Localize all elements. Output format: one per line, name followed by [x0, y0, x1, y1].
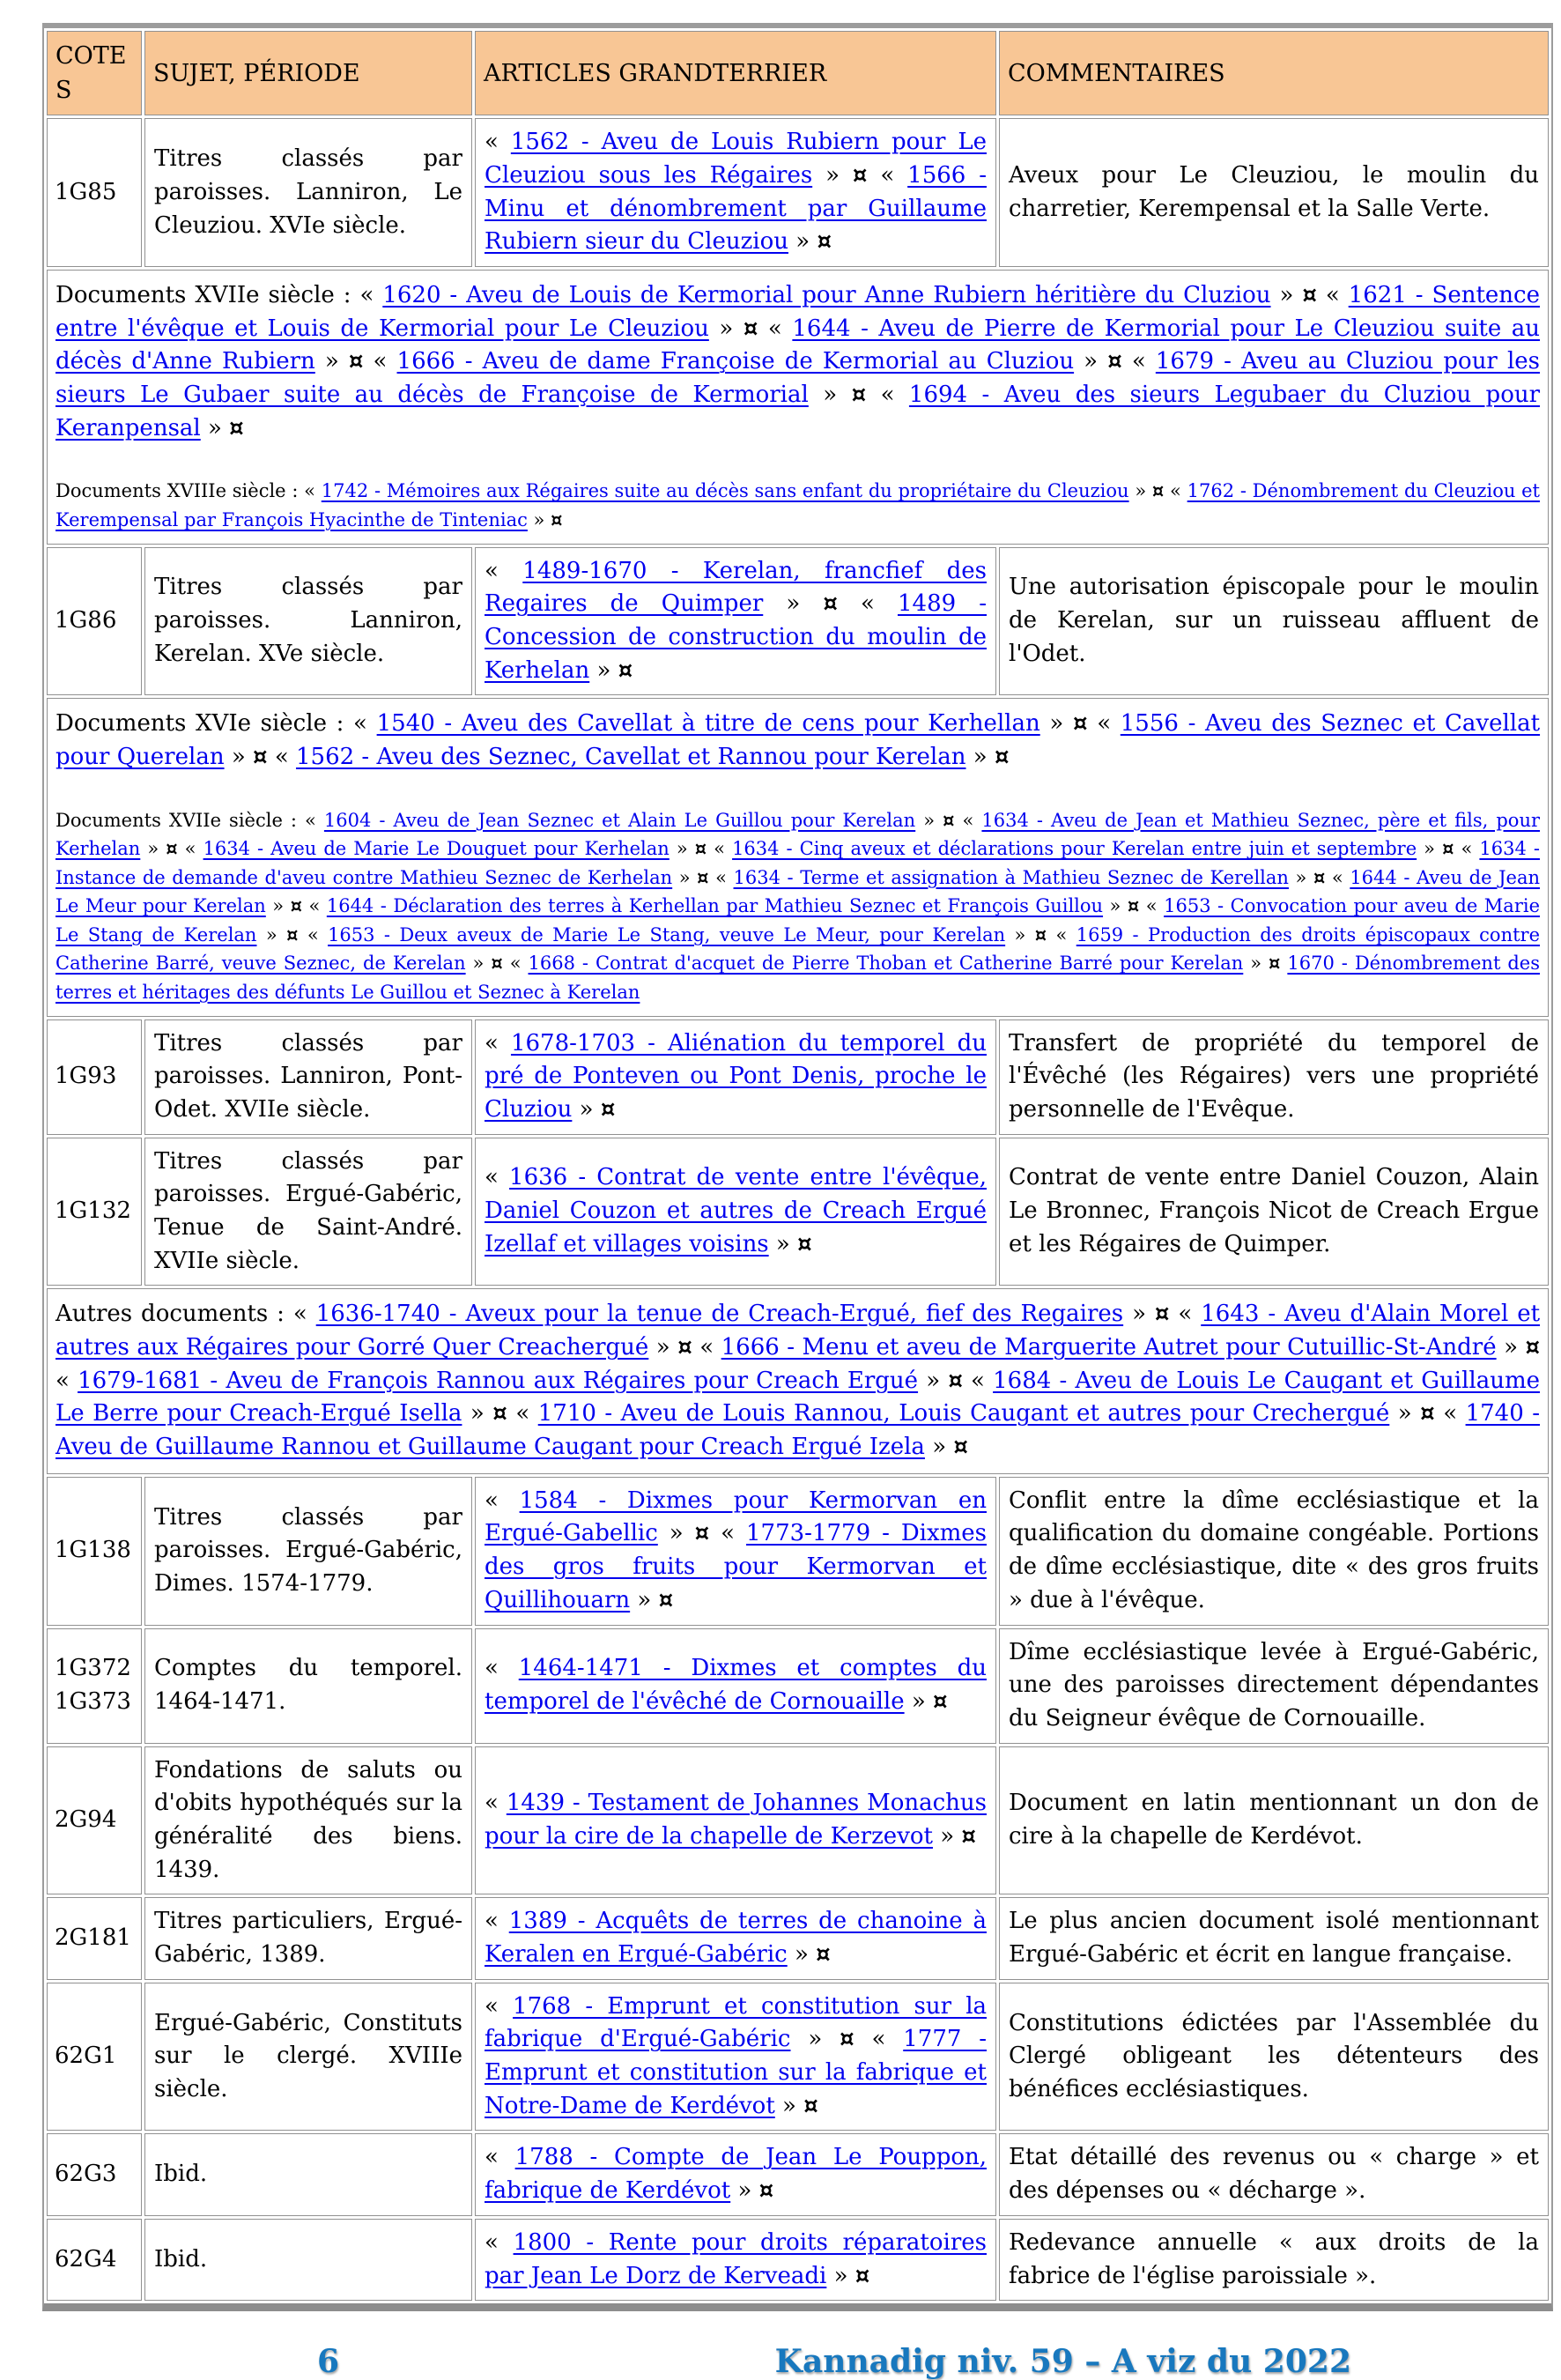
page-number: 6: [317, 2343, 340, 2380]
column-header-3: COMMENTAIRES: [999, 31, 1549, 115]
cell-articles: « 1584 - Dixmes pour Kermorvan en Ergué-Gabellic » ¤ « 1773-1779 - Dixmes des gros fruits pour Kermorvan et Quillihouarn » ¤: [475, 1477, 996, 1626]
anchor-mark: ¤: [943, 808, 955, 831]
cell-articles: « 1562 - Aveu de Louis Rubiern pour Le Cleuziou sous les Régaires » ¤ « 1566 - Minu et dénombrement par Guillaume Rubiern sieur du Cleuziou » ¤: [475, 118, 996, 267]
article-link[interactable]: 1562 - Aveu de Louis Rubiern pour Le Cleuziou sous les Régaires: [485, 129, 988, 189]
anchor-mark: ¤: [1269, 952, 1281, 975]
cell-cote: 62G1: [47, 1983, 142, 2132]
article-link[interactable]: 1439 - Testament de Johannes Monachus pour la cire de la chapelle de Kerzevot: [485, 1790, 987, 1850]
cell-articles: « 1678-1703 - Aliénation du temporel du pré de Ponteven ou Pont Denis, proche le Cluziou » ¤: [475, 1019, 996, 1135]
article-link[interactable]: 1621 - Sentence entre l'évêque et Louis de Kermorial pour Le Cleuziou: [55, 282, 1541, 342]
cell-sujet: Titres particuliers, Ergué-Gabéric, 1389.: [144, 1897, 472, 1979]
article-link[interactable]: 1670 - Dénombrement des terres et héritages des défunts Le Guillou et Seznec à Kerelan: [55, 953, 1540, 1003]
cell-commentaire: Une autorisation épiscopale pour le moulin de Kerelan, sur un ruisseau affluent de l'Odet.: [999, 547, 1549, 696]
anchor-mark: ¤: [697, 865, 709, 888]
edition-label: Kannadig niv. 59 – A viz du 2022: [774, 2343, 1351, 2380]
anchor-mark: ¤: [948, 1367, 963, 1394]
article-link[interactable]: 1679 - Aveu au Cluziou pour les sieurs Le Gubaer suite au décès de Françoise de Kermorial: [55, 348, 1541, 409]
article-link[interactable]: 1464-1471 - Dixmes et comptes du temporel de l'évêché de Cornouaille: [485, 1655, 987, 1716]
cell-commentaire: Conflit entre la dîme ecclésiastique et la qualification du domaine congéable. Portions de dîme ecclésiastique, dite « des gros fruits » due à l'évêque.: [999, 1477, 1549, 1626]
anchor-mark: ¤: [694, 837, 707, 860]
table-row: [47, 2219, 1549, 2301]
article-link[interactable]: 1584 - Dixmes pour Kermorvan en Ergué-Gabellic: [485, 1487, 987, 1547]
cell-cote: 62G3: [47, 2133, 142, 2215]
anchor-mark: ¤: [743, 315, 758, 342]
anchor-mark: ¤: [1302, 282, 1317, 309]
table-row: [47, 1628, 1549, 1744]
anchor-mark: ¤: [1151, 479, 1165, 502]
article-link[interactable]: 1644 - Aveu de Jean Le Meur pour Kerelan: [55, 866, 1541, 917]
article-link[interactable]: 1489-1670 - Kerelan, francfief des Regaires de Quimper: [485, 557, 987, 618]
anchor-mark: ¤: [1313, 865, 1326, 888]
article-link[interactable]: 1740 - Aveu de Guillaume Rannou et Guillaume Caugant pour Creach Ergué Izela: [55, 1400, 1541, 1461]
cell-span-documents: [47, 1288, 1549, 1473]
article-link[interactable]: 1643 - Aveu d'Alain Morel et autres aux Régaires pour Gorré Quer Creachergué: [55, 1301, 1541, 1361]
article-link[interactable]: 1788 - Compte de Jean Le Pouppon, fabrique de Kerdévot: [485, 2144, 988, 2205]
table-row: [47, 1138, 1549, 1286]
article-link[interactable]: 1634 - Cinq aveux et déclarations pour Kerelan entre juin et septembre: [732, 838, 1417, 860]
anchor-mark: ¤: [758, 2177, 774, 2205]
cell-commentaire: Aveux pour Le Cleuziou, le moulin du charretier, Kerempensal et la Salle Verte.: [999, 118, 1549, 267]
table-row: [47, 547, 1549, 696]
anchor-mark: ¤: [854, 2262, 870, 2289]
anchor-mark: ¤: [816, 1941, 831, 1969]
documents-paragraph: Documents XVIIe siècle : « 1604 - Aveu de Jean Seznec et Alain Le Guillou pour Kerelan » ¤ « 1634 - Aveu de Jean et Mathieu Seznec, père et fils, pour Kerhelan » ¤ « 1634 - Aveu de Marie Le Douguet pour Kerhelan » ¤ « 1634 - Cinq aveux et déclarations pour Kerelan entre juin et septembre » ¤ « 1634 - Instance de demande d'aveu contre Mathieu Seznec de Kerhelan » ¤ « 1634 - Terme et assignation à Mathieu Seznec de Kerellan » ¤ « 1644 - Aveu de Jean Le Meur pour Kerelan » ¤ « 1644 - Déclaration des terres à Kerhellan par Mathieu Seznec et François Guillou » ¤ « 1653 - Convocation pour aveu de Marie Le Stang de Kerelan » ¤ « 1653 - Deux aveux de Marie Le Stang, veuve Le Meur, pour Kerelan » ¤ « 1659 - Production des droits épiscopaux contre Catherine Barré, veuve Seznec, de Kerelan » ¤ « 1668 - Contrat d'acquet de Pierre Thoban et Catherine Barré pour Kerelan » ¤ 1670 - Dénombrement des terres et héritages des défunts Le Guillou et Seznec à Kerelan: [55, 808, 1541, 1003]
article-link[interactable]: 1620 - Aveu de Louis de Kermorial pour Anne Rubiern héritière du Cluziou: [382, 282, 1271, 309]
article-link[interactable]: 1666 - Aveu de dame Françoise de Kermorial au Cluziou: [396, 348, 1075, 375]
cell-commentaire: Constitutions édictées par l'Assemblée du Clergé obligeant les détenteurs des bénéfices ecclésiastiques.: [999, 1983, 1549, 2132]
column-header-1: SUJET, PÉRIODE: [144, 31, 472, 115]
article-link[interactable]: 1540 - Aveu des Cavellat à titre de cens pour Kerhellan: [376, 710, 1040, 738]
anchor-mark: ¤: [823, 590, 838, 618]
span-row: [47, 1288, 1549, 1473]
paragraph-prefix: Documents XVIIe siècle :: [55, 809, 306, 831]
cell-articles: « 1768 - Emprunt et constitution sur la fabrique d'Ergué-Gabéric » ¤ « 1777 - Emprunt et constitution sur la fabrique et Notre-Dame de Kerdévot » ¤: [475, 1983, 996, 2132]
article-link[interactable]: 1773-1779 - Dixmes des gros fruits pour Kermorvan et Quillihouarn: [485, 1520, 988, 1613]
article-link[interactable]: 1679-1681 - Aveu de François Rannou aux Régaires pour Creach Ergué: [78, 1367, 919, 1394]
article-link[interactable]: 1666 - Menu et aveu de Marguerite Autret pour Cutuillic-St-André: [721, 1334, 1497, 1361]
anchor-mark: ¤: [1442, 837, 1454, 860]
cell-sujet: Ergué-Gabéric, Constituts sur le clergé. XVIIIe siècle.: [144, 1983, 472, 2132]
cell-sujet: Ibid.: [144, 2219, 472, 2301]
article-link[interactable]: 1636-1740 - Aveux pour la tenue de Creach-Ergué, fief des Regaires: [315, 1301, 1124, 1328]
cell-cote: 1G132: [47, 1138, 142, 1286]
article-link[interactable]: 1710 - Aveu de Louis Rannou, Louis Caugant et autres pour Crechergué: [537, 1400, 1390, 1427]
cell-cote: 1G138: [47, 1477, 142, 1626]
anchor-mark: ¤: [253, 744, 268, 770]
documents-paragraph: Documents XVIe siècle : « 1540 - Aveu des Cavellat à titre de cens pour Kerhellan » ¤ « 1556 - Aveu des Seznec et Cavellat pour Querelan » ¤ « 1562 - Aveu des Seznec, Cavellat et Rannou pour Kerelan » ¤: [55, 710, 1541, 770]
cell-sujet: Comptes du temporel. 1464-1471.: [144, 1628, 472, 1744]
span-row: [47, 270, 1549, 545]
article-link[interactable]: 1777 - Emprunt et constitution sur la fabrique et Notre-Dame de Kerdévot: [485, 2026, 988, 2119]
anchor-mark: ¤: [1525, 1334, 1541, 1361]
article-link[interactable]: 1684 - Aveu de Louis Le Caugant et Guillaume Le Berre pour Creach-Ergué Isella: [55, 1367, 1541, 1427]
article-link[interactable]: 1742 - Mémoires aux Régaires suite au décès sans enfant du propriétaire du Cleuziou: [321, 480, 1129, 502]
cell-cote: 1G85: [47, 118, 142, 267]
article-link[interactable]: 1644 - Déclaration des terres à Kerhellan par Mathieu Seznec et François Guillou: [326, 895, 1104, 917]
cell-span-documents: [47, 270, 1549, 545]
header-row: [47, 31, 1549, 115]
column-header-0: COTES: [47, 31, 142, 115]
anchor-mark: ¤: [1127, 894, 1140, 917]
table-row: [47, 118, 1549, 267]
cell-cote: 62G4: [47, 2219, 142, 2301]
article-link[interactable]: 1634 - Instance de demande d'aveu contre Mathieu Seznec de Kerhelan: [55, 838, 1540, 888]
cell-cote: 2G181: [47, 1897, 142, 1979]
cell-commentaire: Le plus ancien document isolé mentionnant Ergué-Gabéric et écrit en langue française.: [999, 1897, 1549, 1979]
anchor-mark: ¤: [492, 1400, 507, 1427]
anchor-mark: ¤: [1034, 923, 1047, 945]
cell-articles: « 1389 - Acquêts de terres de chanoine à Keralen en Ergué-Gabéric » ¤: [475, 1897, 996, 1979]
article-link[interactable]: 1566 - Minu et dénombrement par Guillaume Rubiern sieur du Cleuziou: [485, 161, 988, 256]
anchor-mark: ¤: [694, 1520, 710, 1547]
article-link[interactable]: 1668 - Contrat d'acquet de Pierre Thoban et Catherine Barré pour Kerelan: [528, 953, 1244, 975]
cell-sujet: Titres classés par paroisses. Ergué-Gabéric, Dimes. 1574-1779.: [144, 1477, 472, 1626]
article-link[interactable]: 1636 - Contrat de vente entre l'évêque, Daniel Couzon et autres de Creach Ergué Izellaf et villages voisins: [485, 1164, 987, 1257]
anchor-mark: ¤: [994, 744, 1010, 770]
paragraph-prefix: Documents XVIIe siècle :: [55, 282, 360, 309]
cell-cote: 2G94: [47, 1746, 142, 1895]
anchor-mark: ¤: [961, 1822, 976, 1850]
cell-commentaire: Etat détaillé des revenus ou « charge » et des dépenses ou « décharge ».: [999, 2133, 1549, 2215]
cell-sujet: Titres classés par paroisses. Lanniron, Kerelan. XVe siècle.: [144, 547, 472, 696]
cell-articles: « 1788 - Compte de Jean Le Pouppon, fabrique de Kerdévot » ¤: [475, 2133, 996, 2215]
paragraph-prefix: Documents XVIIIe siècle :: [55, 480, 305, 502]
column-header-2: ARTICLES GRANDTERRIER: [475, 31, 996, 115]
table-row: [47, 1983, 1549, 2132]
cell-articles: « 1636 - Contrat de vente entre l'évêque, Daniel Couzon et autres de Creach Ergué Izellaf et villages voisins » ¤: [475, 1138, 996, 1286]
anchor-mark: ¤: [797, 1230, 812, 1257]
anchor-mark: ¤: [491, 952, 503, 975]
anchor-mark: ¤: [840, 2026, 854, 2053]
anchor-mark: ¤: [286, 923, 299, 945]
anchor-mark: ¤: [677, 1334, 692, 1361]
article-link[interactable]: 1762 - Dénombrement du Cleuziou et Kerempensal par François Hyacinthe de Tinteniac: [55, 480, 1540, 531]
anchor-mark: ¤: [953, 1434, 968, 1461]
cell-cote: 1G93: [47, 1019, 142, 1135]
anchor-mark: ¤: [166, 837, 178, 860]
page-footer: [0, 2343, 1561, 2380]
cell-sujet: Titres classés par paroisses. Lanniron, Pont-Odet. XVIIe siècle.: [144, 1019, 472, 1135]
article-link[interactable]: 1556 - Aveu des Seznec et Cavellat pour Querelan: [55, 710, 1541, 770]
anchor-mark: ¤: [933, 1688, 948, 1716]
cell-commentaire: Contrat de vente entre Daniel Couzon, Alain Le Bronnec, François Nicot de Creach Ergue et les Régaires de Quimper.: [999, 1138, 1549, 1286]
cell-cote: 1G372 1G373: [47, 1628, 142, 1744]
article-link[interactable]: 1634 - Aveu de Marie Le Douguet pour Kerhelan: [203, 838, 670, 860]
table-row: [47, 1897, 1549, 1979]
article-link[interactable]: 1653 - Convocation pour aveu de Marie Le Stang de Kerelan: [55, 895, 1541, 945]
anchor-mark: ¤: [618, 656, 633, 684]
article-link[interactable]: 1562 - Aveu des Seznec, Cavellat et Rannou pour Kerelan: [295, 744, 966, 770]
cell-articles: « 1464-1471 - Dixmes et comptes du temporel de l'évêché de Cornouaille » ¤: [475, 1628, 996, 1744]
anchor-mark: ¤: [551, 508, 563, 531]
article-link[interactable]: 1653 - Deux aveux de Marie Le Stang, veuve Le Meur, pour Kerelan: [328, 923, 1006, 945]
cell-commentaire: Redevance annuelle « aux droits de la fabrice de l'église paroissiale ».: [999, 2219, 1549, 2301]
anchor-mark: ¤: [851, 382, 867, 409]
table-row: [47, 1477, 1549, 1626]
span-row: [47, 698, 1549, 1016]
article-link[interactable]: 1634 - Terme et assignation à Mathieu Seznec de Kerellan: [733, 866, 1289, 888]
cell-sujet: Ibid.: [144, 2133, 472, 2215]
article-link[interactable]: 1768 - Emprunt et constitution sur la fabrique d'Ergué-Gabéric: [485, 1992, 988, 2053]
cell-commentaire: Dîme ecclésiastique levée à Ergué-Gabéric, une des paroisses directement dépendantes du Seigneur évêque de Cornouaille.: [999, 1628, 1549, 1744]
article-link[interactable]: 1389 - Acquêts de terres de chanoine à Keralen en Ergué-Gabéric: [485, 1908, 987, 1969]
cell-sujet: Fondations de saluts ou d'obits hypothéqués sur la généralité des biens. 1439.: [144, 1746, 472, 1895]
article-link[interactable]: 1678-1703 - Aliénation du temporel du pré de Ponteven ou Pont Denis, proche le Cluziou: [485, 1029, 987, 1123]
article-link[interactable]: 1489 - Concession de construction du moulin de Kerhelan: [485, 590, 988, 684]
paragraph-prefix: Autres documents :: [55, 1301, 293, 1328]
cell-articles: « 1800 - Rente pour droits réparatoires par Jean Le Dorz de Kerveadi » ¤: [475, 2219, 996, 2301]
anchor-mark: ¤: [1072, 710, 1088, 738]
anchor-mark: ¤: [1107, 348, 1122, 375]
cell-cote: 1G86: [47, 547, 142, 696]
table-row: [47, 2133, 1549, 2215]
anchor-mark: ¤: [852, 161, 868, 189]
anchor-mark: ¤: [600, 1095, 616, 1123]
table-body: [47, 118, 1549, 2301]
anchor-mark: ¤: [658, 1586, 674, 1613]
anchor-mark: ¤: [348, 348, 364, 375]
anchor-mark: ¤: [803, 2092, 818, 2119]
documents-paragraph: Documents XVIIe siècle : « 1620 - Aveu de Louis de Kermorial pour Anne Rubiern héritière du Cluziou » ¤ « 1621 - Sentence entre l'évêque et Louis de Kermorial pour Le Cleuziou » ¤ « 1644 - Aveu de Pierre de Kermorial pour Le Cleuziou suite au décès d'Anne Rubiern » ¤ « 1666 - Aveu de dame Françoise de Kermorial au Cluziou » ¤ « 1679 - Aveu au Cluziou pour les sieurs Le Gubaer suite au décès de Françoise de Kermorial » ¤ « 1694 - Aveu des sieurs Legubaer du Cluziou pour Keranpensal » ¤: [55, 282, 1541, 441]
article-link[interactable]: 1634 - Aveu de Jean et Mathieu Seznec, père et fils, pour Kerhelan: [55, 809, 1541, 860]
paragraph-prefix: Documents XVIe siècle :: [55, 710, 354, 738]
cell-commentaire: Transfert de propriété du temporel de l'Évêché (les Régaires) vers une propriété personnelle de l'Evêque.: [999, 1019, 1549, 1135]
article-link[interactable]: 1659 - Production des droits épiscopaux contre Catherine Barré, veuve Seznec, de Kerelan: [55, 923, 1541, 975]
anchor-mark: ¤: [1420, 1400, 1435, 1427]
cell-commentaire: Document en latin mentionnant un don de cire à la chapelle de Kerdévot.: [999, 1746, 1549, 1895]
anchor-mark: ¤: [229, 414, 244, 441]
cell-articles: « 1489-1670 - Kerelan, francfief des Regaires de Quimper » ¤ « 1489 - Concession de construction du moulin de Kerhelan » ¤: [475, 547, 996, 696]
table-row: [47, 1746, 1549, 1895]
documents-paragraph: Documents XVIIIe siècle : « 1742 - Mémoires aux Régaires suite au décès sans enfant du propriétaire du Cleuziou » ¤ « 1762 - Dénombrement du Cleuziou et Kerempensal par François Hyacinthe de Tinteniac » ¤: [55, 479, 1540, 531]
cell-span-documents: [47, 698, 1549, 1016]
cell-articles: « 1439 - Testament de Johannes Monachus pour la cire de la chapelle de Kerzevot » ¤: [475, 1746, 996, 1895]
anchor-mark: ¤: [817, 228, 832, 256]
cell-sujet: Titres classés par paroisses. Lanniron, Le Cleuziou. XVIe siècle.: [144, 118, 472, 267]
article-link[interactable]: 1800 - Rente pour droits réparatoires par Jean Le Dorz de Kerveadi: [485, 2228, 987, 2289]
cell-sujet: Titres classés par paroisses. Ergué-Gabéric, Tenue de Saint-André. XVIIe siècle.: [144, 1138, 472, 1286]
documents-paragraph: Autres documents : « 1636-1740 - Aveux pour la tenue de Creach-Ergué, fief des Regaires » ¤ « 1643 - Aveu d'Alain Morel et autres aux Régaires pour Gorré Quer Creachergué » ¤ « 1666 - Menu et aveu de Marguerite Autret pour Cutuillic-St-André » ¤ « 1679-1681 - Aveu de François Rannou aux Régaires pour Creach Ergué » ¤ « 1684 - Aveu de Louis Le Caugant et Guillaume Le Berre pour Creach-Ergué Isella » ¤ « 1710 - Aveu de Louis Rannou, Louis Caugant et autres pour Crechergué » ¤ « 1740 - Aveu de Guillaume Rannou et Guillaume Caugant pour Creach Ergué Izela » ¤: [55, 1301, 1541, 1461]
anchor-mark: ¤: [1154, 1301, 1170, 1328]
article-link[interactable]: 1694 - Aveu des sieurs Legubaer du Cluziou pour Keranpensal: [55, 382, 1541, 441]
archive-table: [42, 23, 1553, 2311]
anchor-mark: ¤: [290, 894, 302, 917]
table-row: [47, 1019, 1549, 1135]
article-link[interactable]: 1644 - Aveu de Pierre de Kermorial pour Le Cleuziou suite au décès d'Anne Rubiern: [55, 315, 1541, 375]
article-link[interactable]: 1604 - Aveu de Jean Seznec et Alain Le Guillou pour Kerelan: [323, 809, 916, 831]
